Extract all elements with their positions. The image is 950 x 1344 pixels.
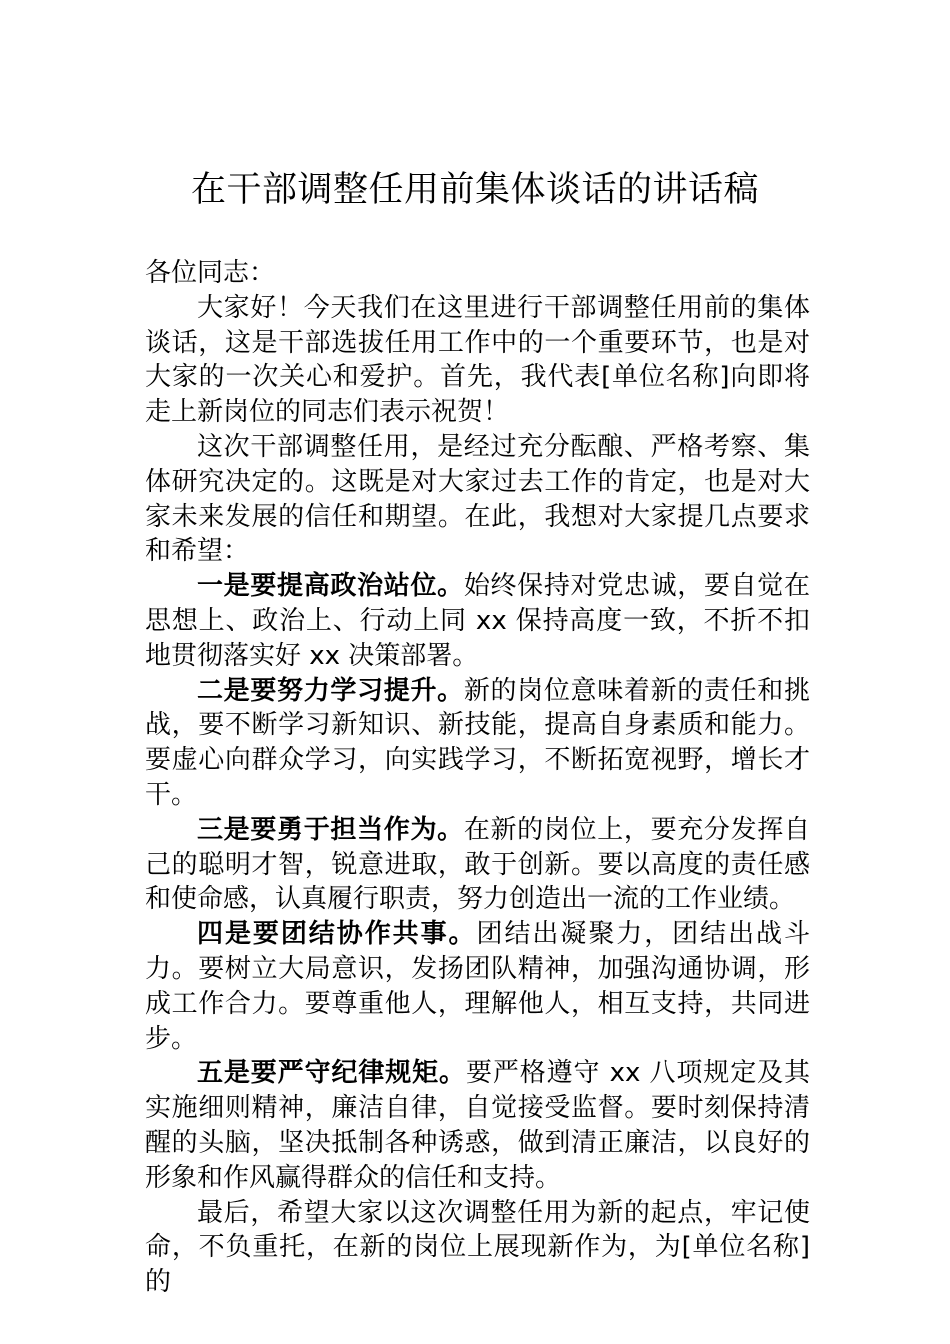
paragraph-lead: 五是要严守纪律规矩。	[197, 1058, 466, 1089]
paragraph-text: 要严格遵守 xx 八项规定及其实施细则精神，廉洁自律，自觉接受监督。要时刻保持清醒的头脑，坚决抵制各种诱惑，做到清正廉洁，以良好的形象和作风赢得群众的信任和支持。	[145, 1058, 810, 1193]
paragraph-point-1	[145, 569, 810, 673]
paragraph-point-4	[145, 917, 810, 1056]
paragraph-text: 在新的岗位上，要充分发挥自己的聪明才智，锐意进取，敢于创新。要以高度的责任感和使命感，认真履行职责，努力创造出一流的工作业绩。	[145, 814, 810, 915]
paragraph-text: 这次干部调整任用，是经过充分酝酿、严格考察、集体研究决定的。这既是对大家过去工作的肯定，也是对大家未来发展的信任和期望。在此，我想对大家提几点要求和希望：	[145, 431, 810, 567]
salutation: 各位同志：	[145, 258, 276, 288]
document-title: 在干部调整任用前集体谈话的讲话稿	[190, 170, 759, 210]
paragraph-text: 大家好！今天我们在这里进行干部调整任用前的集体谈话，这是干部选拔任用工作中的一个重要环节，也是对大家的一次关心和爱护。首先，我代表[单位名称]向即将走上新岗位的同志们表示祝贺！	[145, 292, 810, 428]
paragraph-intro	[145, 430, 810, 569]
paragraph-lead: 二是要努力学习提升。	[197, 675, 464, 706]
paragraph-lead: 四是要团结协作共事。	[197, 919, 477, 950]
paragraph-text: 团结出凝聚力，团结出战斗力。要树立大局意识，发扬团队精神，加强沟通协调，形成工作合力。要尊重他人，理解他人，相互支持，共同进步。	[145, 919, 810, 1054]
paragraph-point-3	[145, 813, 810, 917]
paragraph-greeting	[145, 291, 810, 430]
paragraph-lead: 三是要勇于担当作为。	[197, 814, 464, 845]
paragraph-text: 始终保持对党忠诚，要自觉在思想上、政治上、行动上同 xx 保持高度一致，不折不扣地贯彻落实好 xx 决策部署。	[145, 571, 810, 671]
paragraph-point-5	[145, 1056, 810, 1195]
paragraph-text: 最后，希望大家以这次调整任用为新的起点，牢记使命，不负重托，在新的岗位上展现新作为，为[单位名称]的	[145, 1197, 810, 1298]
paragraph-closing	[145, 1196, 810, 1300]
paragraph-point-2	[145, 674, 810, 813]
paragraph-text: 新的岗位意味着新的责任和挑战，要不断学习新知识、新技能，提高自身素质和能力。要虚心向群众学习，向实践学习，不断拓宽视野，增长才干。	[145, 675, 810, 810]
paragraph-lead: 一是要提高政治站位。	[197, 571, 464, 602]
document-body	[145, 256, 810, 1300]
